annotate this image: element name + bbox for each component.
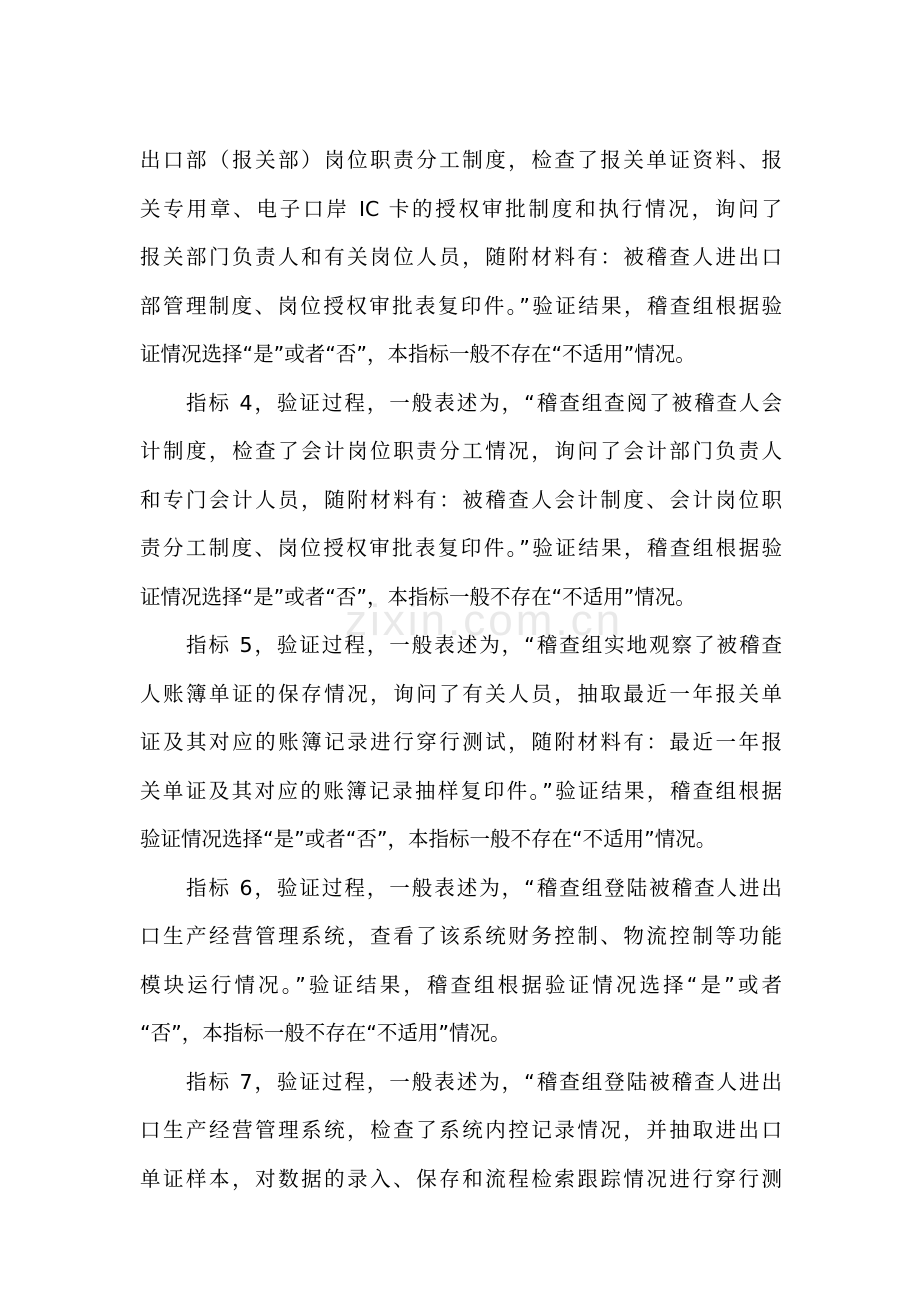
text-line: 指标 6，验证过程，一般表述为，“稽查组登陆被稽查人进出 (186, 875, 782, 900)
text-line: 口生产经营管理系统，检查了系统内控记录情况，并抽取进出口 (140, 1118, 782, 1142)
text-line: 指标 5，验证过程，一般表述为，“稽查组实地观察了被稽查 (186, 633, 782, 657)
text-line: 报关部门负责人和有关岗位人员，随附材料有：被稽查人进出口 (140, 245, 782, 269)
text-line: 关专用章、电子口岸 IC 卡的授权审批制度和执行情况，询问了 (140, 196, 782, 221)
text-line: 计制度，检查了会计岗位职责分工情况，询问了会计部门负责人 (140, 439, 782, 463)
text-line: 出口部（报关部）岗位职责分工制度，检查了报关单证资料、报 (140, 148, 782, 172)
watermark: zixin.com.cn (345, 596, 624, 645)
text-line: 证情况选择“是”或者“否”，本指标一般不存在“不适用”情况。 (140, 342, 696, 366)
text-line: 口生产经营管理系统，查看了该系统财务控制、物流控制等功能 (140, 924, 782, 948)
text-line: 指标 7，验证过程，一般表述为，“稽查组登陆被稽查人进出 (186, 1069, 782, 1094)
text-line: 指标 4，验证过程，一般表述为，“稽查组查阅了被稽查人会 (186, 390, 782, 415)
text-line: 证及其对应的账簿记录进行穿行测试，随附材料有：最近一年报 (140, 730, 782, 754)
text-line: 和专门会计人员，随附材料有：被稽查人会计制度、会计岗位职 (140, 487, 782, 512)
text-line: 人账簿单证的保存情况，询问了有关人员，抽取最近一年报关单 (140, 681, 782, 706)
text-line: 关单证及其对应的账簿记录抽样复印件。”验证结果，稽查组根据 (140, 778, 782, 803)
text-line: 证情况选择“是”或者“否”，本指标一般不存在“不适用”情况。 (140, 584, 696, 609)
text-line: 责分工制度、岗位授权审批表复印件。”验证结果，稽查组根据验 (140, 536, 782, 560)
text-line: 部管理制度、岗位授权审批表复印件。”验证结果，稽查组根据验 (140, 293, 782, 318)
text-line: 验证情况选择“是”或者“否”，本指标一般不存在“不适用”情况。 (140, 827, 717, 851)
text-line: 模块运行情况。”验证结果，稽查组根据验证情况选择“是”或者 (140, 972, 782, 997)
text-line: 单证样本，对数据的录入、保存和流程检索跟踪情况进行穿行测 (140, 1166, 782, 1191)
text-line: “否”，本指标一般不存在“不适用”情况。 (140, 1021, 511, 1045)
body-text (140, 136, 782, 1203)
